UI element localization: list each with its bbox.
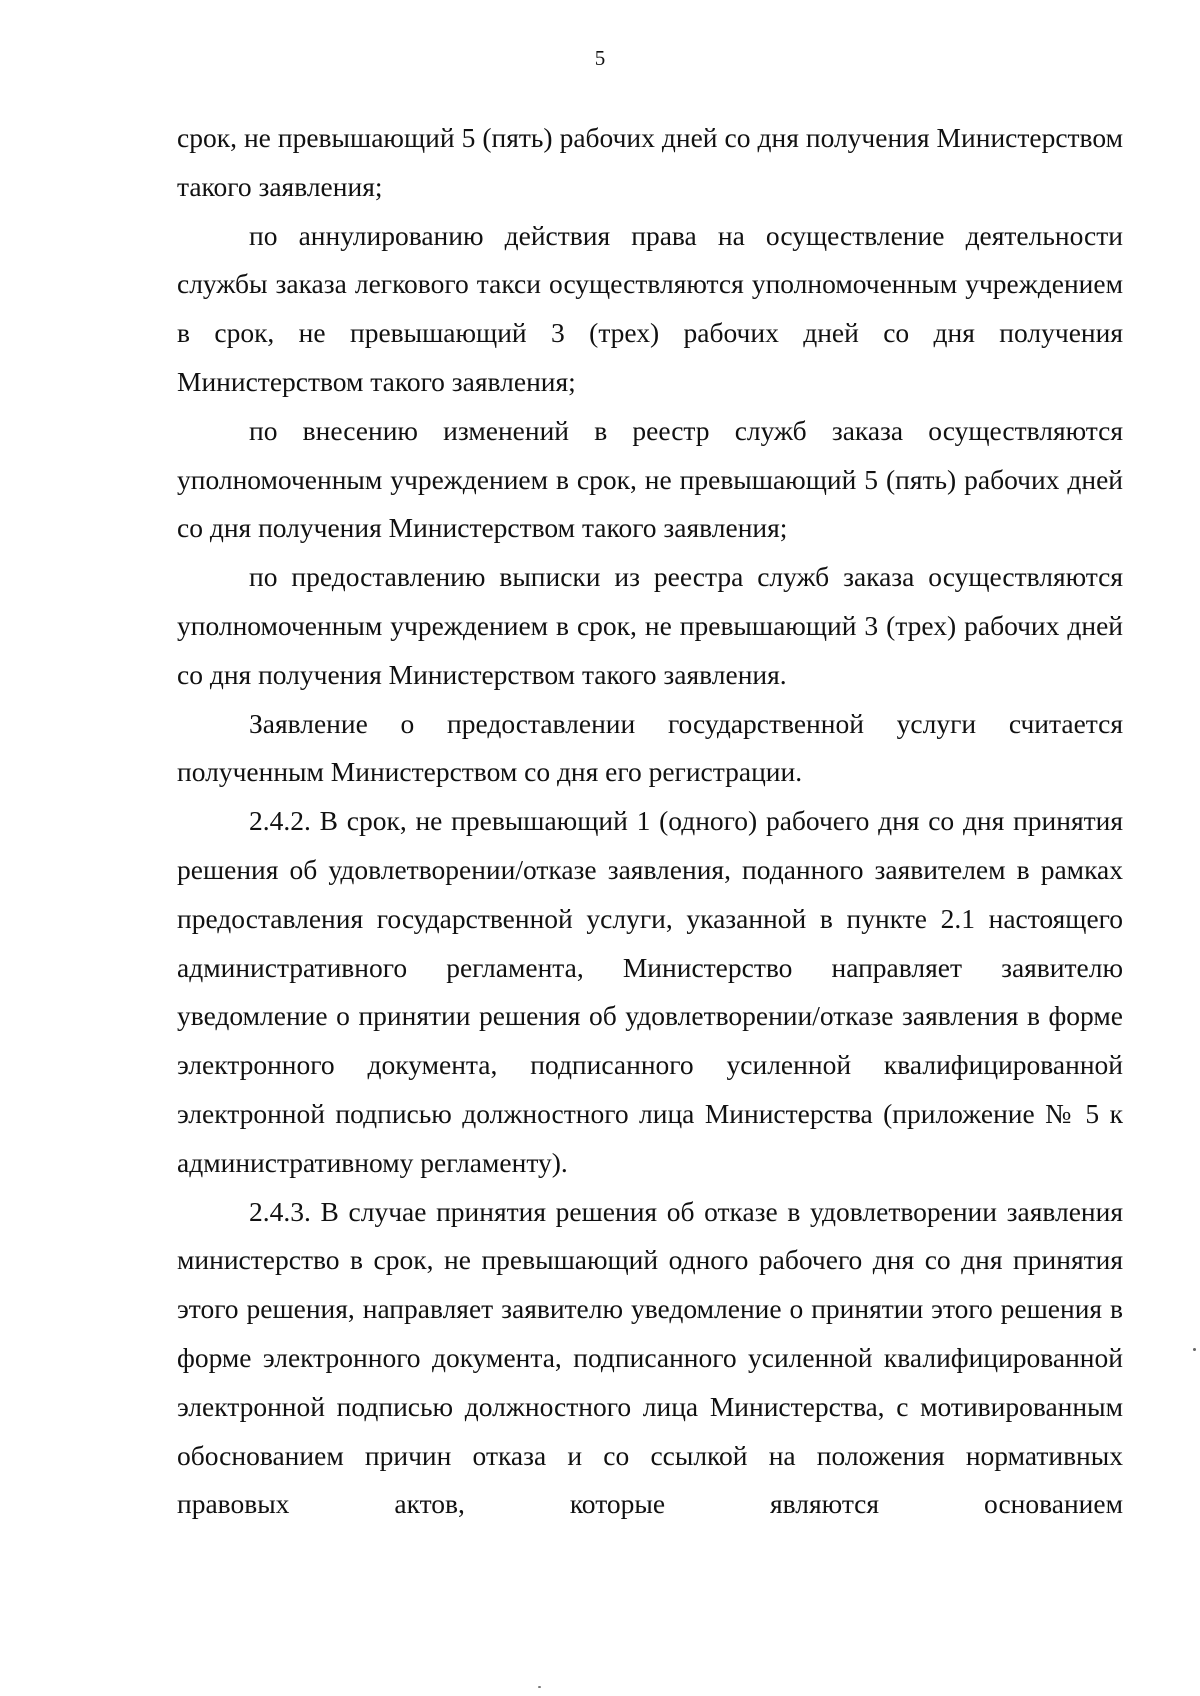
paragraph-annulment: по аннулированию действия права на осуществление деятельности службы заказа легкового такси осуществляются уполномоченным учреждением в срок, не превышающий 3 (трех) рабочих дней со дня получения Министерством такого заявления;	[177, 219, 1123, 397]
document-body	[177, 114, 1123, 1529]
paragraph-continuation: срок, не превышающий 5 (пять) рабочих дней со дня получения Министерством такого заявления;	[177, 122, 1123, 202]
scan-speck	[1193, 1348, 1196, 1351]
paragraph-registry-changes: по внесению изменений в реестр служб заказа осуществляются уполномоченным учреждением в срок, не превышающий 5 (пять) рабочих дней со дня получения Министерством такого заявления;	[177, 414, 1123, 544]
scan-speck-bottom	[538, 1686, 541, 1688]
paragraph-2-4-2: 2.4.2. В срок, не превышающий 1 (одного) рабочего дня со дня принятия решения об удовлетворении/отказе заявления, поданного заявителем в рамках предоставления государственной услуги, указанной в пункте 2.1 настоящего административного регламента, Министерство направляет заявителю уведомление о принятии решения об удовлетворении/отказе заявления в форме электронного документа, подписанного усиленной квалифицированной электронной подписью должностного лица Министерства (приложение № 5 к административному регламенту).	[177, 805, 1123, 1178]
paragraph-application-received: Заявление о предоставлении государственной услуги считается полученным Министерством со дня его регистрации.	[177, 707, 1123, 788]
paragraph-2-4-3: 2.4.3. В случае принятия решения об отказе в удовлетворении заявления министерство в срок, не превышающий одного рабочего дня со дня принятия этого решения, направляет заявителю уведомление о принятии этого решения в форме электронного документа, подписанного усиленной квалифицированной электронной подписью должностного лица Министерства, с мотивированным обоснованием причин отказа и со ссылкой на положения нормативных правовых актов, которые являются основанием	[177, 1195, 1123, 1520]
page-number: 5	[594, 46, 606, 70]
paragraph-registry-extract: по предоставлению выписки из реестра служб заказа осуществляются уполномоченным учреждением в срок, не превышающий 3 (трех) рабочих дней со дня получения Министерством такого заявления.	[177, 561, 1123, 690]
